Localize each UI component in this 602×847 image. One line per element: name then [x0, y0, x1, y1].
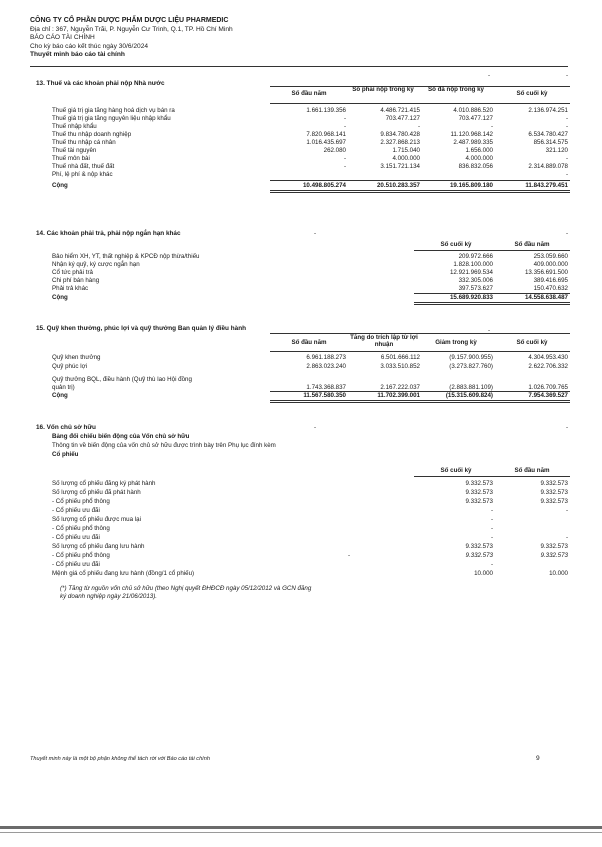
company-name: CÔNG TY CỔ PHẦN DƯỢC PHẨM DƯỢC LIỆU PHARMEDIC: [30, 17, 229, 24]
table-row: Bảo hiểm XH, YT, thất nghiệp & KPCĐ nộp thừa/thiếu 209.972.666 253.059.660: [52, 253, 568, 260]
description: Thông tin về biến động của vốn chủ sở hữu được trình bày trên Phụ lục đính kèm: [52, 442, 276, 449]
header-top-rule: [270, 333, 570, 334]
total-bottom-rule: [414, 304, 570, 305]
table-row: - Cổ phiếu ưu đãi - -: [52, 507, 568, 514]
header-rule: [414, 250, 570, 251]
company-address: Địa chỉ : 367, Nguyễn Trãi, P. Nguyễn Cư Trinh, Q.1, TP. Hồ Chí Minh: [30, 25, 233, 33]
table-row: - Cổ phiếu ưu đãi -: [52, 561, 493, 568]
table-row: - Cổ phiếu phổ thông 9.332.573 9.332.573: [52, 498, 568, 505]
table-row: Phải trả khác 397.573.627 150.470.632: [52, 285, 568, 292]
table-row: Số lượng cổ phiếu đang lưu hành 9.332.573 9.332.573: [52, 543, 568, 550]
notes-title: Thuyết minh báo cáo tài chính: [30, 51, 125, 59]
total-bottom-rule: [270, 190, 570, 191]
col-header: Tăng do trích lập từ lợi nhuận: [350, 334, 418, 348]
table-row: Số lượng cổ phiếu đã phát hành 9.332.573 9.332.573: [52, 489, 568, 496]
table-row: Thuế thu nhập cá nhân 1.016.435.697 2.327.868.213 2.487.989.335 856.314.575: [52, 139, 568, 146]
subheading: Bảng đối chiếu biến động của Vốn chủ sở hữu: [52, 433, 190, 440]
table-row: - Cổ phiếu phổ thông - 9.332.573 9.332.573: [52, 552, 568, 559]
table-row: Thuế môn bài - 4.000.000 4.000.000 -: [52, 155, 568, 162]
col-header: Số cuối kỳ: [516, 339, 548, 346]
total-bottom-rule: [270, 400, 570, 401]
table-row: Quỹ khen thưởng 6.961.188.273 6.501.666.112 (9.157.900.955) 4.304.953.430: [52, 354, 568, 361]
header-rule: [414, 476, 570, 477]
footer-note: Thuyết minh này là một bộ phận không thể tách rời với Báo cáo tài chính: [30, 756, 210, 762]
table-row: Thuế nhập khẩu - - - -: [52, 123, 568, 130]
total-row: Cộng 11.567.580.350 11.702.399.001 (15.315.609.824) 7.954.369.527: [52, 392, 568, 399]
section-title: 13. Thuế và các khoản phải nộp Nhà nước: [36, 80, 165, 87]
col-header: Số đầu năm: [514, 467, 550, 474]
table-row: Quỹ thưởng BQL, điều hành (Quỹ thù lao Hội đồng: [52, 376, 192, 383]
report-header: [30, 17, 233, 60]
col-header: Số đã nộp trong kỳ: [427, 86, 485, 93]
dash-mark: -: [566, 230, 569, 237]
page-number: 9: [536, 755, 540, 762]
dash-mark: -: [488, 72, 491, 79]
total-row: Cộng 10.498.805.274 20.510.283.357 19.165.809.180 11.843.279.451: [52, 182, 568, 189]
table-row: Thuế thu nhập doanh nghiệp 7.820.968.141 9.834.780.428 11.120.968.142 6.534.780.427: [52, 131, 568, 138]
header-bottom-rule: [270, 351, 570, 352]
footnote: ký doanh nghiệp ngày 21/06/2013).: [60, 593, 158, 600]
report-period: Cho kỳ báo cáo kết thúc ngày 30/6/2024: [30, 42, 149, 50]
scan-edge: [0, 832, 602, 833]
table-row: Cổ tức phải trả 12.921.969.534 13.356.691.500: [52, 269, 568, 276]
dash-mark: -: [488, 327, 491, 334]
col-header: Số phải nộp trong kỳ: [352, 86, 414, 93]
table-row: Phí, lệ phí & nộp khác -: [52, 171, 568, 178]
total-row: Cộng 15.689.920.833 14.558.638.487: [52, 294, 568, 301]
table-row: Thuế giá trị gia tăng hàng hoá dịch vụ bán ra 1.661.139.356 4.486.721.415 4.010.886.520 2.136.974.251: [52, 107, 568, 114]
table-row: - Cổ phiếu phổ thông -: [52, 525, 493, 532]
total-bottom-rule: [270, 402, 570, 403]
section-title: 15. Quỹ khen thưởng, phúc lợi và quỹ thưởng Ban quản lý điều hành: [36, 325, 247, 332]
section-title: 14. Các khoản phải trả, phải nộp ngắn hạn khác: [36, 230, 181, 237]
table-row: - Cổ phiếu ưu đãi - -: [52, 534, 568, 541]
dash-mark: -: [566, 424, 569, 431]
table-row: quản trị) 1.743.368.837 2.167.222.037 (2.883.881.109) 1.026.709.765: [52, 384, 568, 391]
total-bottom-rule: [414, 302, 570, 303]
table-row: Số lượng cổ phiếu được mua lại -: [52, 516, 493, 523]
table-row: Thuế tài nguyên 262.080 1.715.040 1.656.000 321.120: [52, 147, 568, 154]
col-header: Giảm trong kỳ: [435, 339, 477, 346]
subheading: Cổ phiếu: [52, 451, 79, 458]
dash-mark: -: [314, 230, 317, 237]
col-header: Số cuối kỳ: [440, 467, 472, 474]
header-rule: [30, 66, 568, 67]
table-row: Chi phí bán hàng 332.305.006 389.416.695: [52, 277, 568, 284]
section-title: 16. Vốn chủ sở hữu: [36, 424, 96, 431]
footnote: (*) Tăng từ nguồn vốn chủ sở hữu (theo Nghị quyết ĐHĐCĐ ngày 05/12/2012 và GCN đăng: [60, 585, 312, 592]
col-header: Số đầu năm: [291, 339, 327, 346]
table-row: Quỹ phúc lợi 2.863.023.240 3.033.510.852 (3.273.827.760) 2.622.706.332: [52, 363, 568, 370]
dash-mark: -: [314, 424, 317, 431]
dash-mark: -: [566, 72, 569, 79]
dash-mark: -: [348, 552, 351, 559]
total-bottom-rule: [270, 192, 570, 193]
table-row: Mệnh giá cổ phiếu đang lưu hành (đồng/1 cổ phiếu) 10.000 10.000: [52, 570, 568, 577]
table-row: Thuế giá trị gia tăng nguyên liệu nhập khẩu - 703.477.127 703.477.127 -: [52, 115, 568, 122]
col-header: Số đầu năm: [514, 241, 550, 248]
report-title: BÁO CÁO TÀI CHÍNH: [30, 34, 95, 42]
table-row: Thuế nhà đất, thuế đất - 3.151.721.134 836.832.056 2.314.889.078: [52, 163, 568, 170]
col-header: Số cuối kỳ: [440, 241, 472, 248]
table-row: Nhận ký quỹ, ký cược ngắn hạn 1.828.100.000 409.000.000: [52, 261, 568, 268]
scan-edge: [0, 826, 602, 829]
header-top-rule: [270, 86, 570, 87]
table-row: Số lượng cổ phiếu đăng ký phát hành 9.332.573 9.332.573: [52, 480, 568, 487]
col-header: Số cuối kỳ: [516, 90, 548, 97]
col-header: Số đầu năm: [291, 90, 327, 97]
header-bottom-rule: [270, 103, 570, 104]
total-top-rule: [270, 180, 570, 181]
